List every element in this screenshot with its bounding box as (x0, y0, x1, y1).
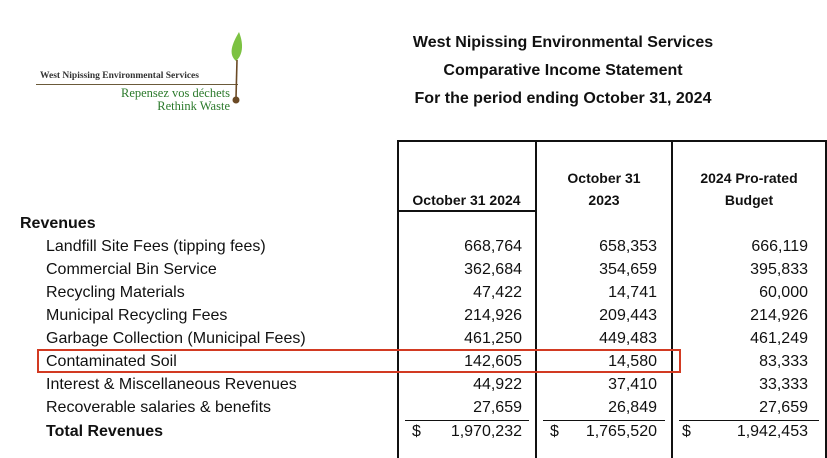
row-label: Recoverable salaries & benefits (46, 399, 272, 416)
total-currency-col1: $ (412, 423, 421, 440)
row-value-2024: 27,659 (473, 399, 522, 416)
company-title: West Nipissing Environmental Services (412, 34, 714, 51)
col-header-budget-line2: Budget (724, 192, 774, 208)
total-value-2024: 1,970,232 (450, 423, 522, 440)
row-value-budget: 395,833 (750, 261, 808, 278)
row-value-budget: 83,333 (759, 353, 808, 370)
col-header-oct-2023-line1: October 31 (567, 170, 641, 186)
row-value-budget: 666,119 (751, 238, 808, 255)
row-value-2023: 14,580 (608, 353, 657, 370)
row-value-2024: 362,684 (464, 261, 522, 278)
row-value-2023: 209,443 (599, 307, 657, 324)
row-value-2024: 214,926 (464, 307, 522, 324)
table-top-border (397, 140, 827, 142)
row-value-2024: 47,422 (473, 284, 522, 301)
row-label: Recycling Materials (46, 284, 185, 301)
leaf-logo-icon (222, 30, 252, 110)
col1-left-border (397, 140, 399, 458)
row-value-2023: 14,741 (608, 284, 657, 301)
logo-org-name: West Nipissing Environmental Services (40, 71, 199, 81)
col-header-oct-2023-line2: 2023 (588, 192, 620, 208)
total-value-budget: 1,942,453 (736, 423, 808, 440)
row-value-budget: 33,333 (759, 376, 808, 393)
section-title-revenues: Revenues (20, 215, 96, 232)
row-value-2023: 354,659 (599, 261, 657, 278)
row-label: Contaminated Soil (46, 353, 177, 370)
row-label: Commercial Bin Service (46, 261, 217, 278)
row-label: Municipal Recycling Fees (46, 307, 228, 324)
logo-divider (36, 84, 238, 85)
row-value-2023: 658,353 (599, 238, 657, 255)
period-title: For the period ending October 31, 2024 (414, 90, 712, 107)
row-value-2024: 44,922 (473, 376, 522, 393)
total-currency-col2: $ (550, 423, 559, 440)
row-value-budget: 214,926 (750, 307, 808, 324)
col-header-oct-2024: October 31 2024 (412, 192, 521, 208)
highlight-box-contaminated-soil (37, 349, 681, 373)
row-label: Interest & Miscellaneous Revenues (46, 376, 297, 393)
total-label: Total Revenues (46, 423, 164, 440)
row-value-2023: 37,410 (608, 376, 657, 393)
statement-title: Comparative Income Statement (443, 62, 683, 79)
row-value-budget: 27,659 (759, 399, 808, 416)
col-header-budget-line1: 2024 Pro-rated (700, 170, 798, 186)
col3-right-border (825, 140, 827, 458)
row-value-2024: 142,605 (464, 353, 522, 370)
total-currency-col3: $ (682, 423, 691, 440)
logo-tagline-en: Rethink Waste (157, 99, 230, 113)
row-value-2023: 449,483 (599, 330, 657, 347)
logo-tagline-fr: Repensez vos déchets (121, 86, 230, 100)
row-value-2024: 461,250 (464, 330, 522, 347)
total-value-2023: 1,765,520 (585, 423, 657, 440)
row-value-budget: 461,249 (750, 330, 808, 347)
row-value-2023: 26,849 (608, 399, 657, 416)
row-label: Landfill Site Fees (tipping fees) (46, 238, 266, 255)
row-value-budget: 60,000 (759, 284, 808, 301)
row-value-2024: 668,764 (464, 238, 522, 255)
row-label: Garbage Collection (Municipal Fees) (46, 330, 306, 347)
